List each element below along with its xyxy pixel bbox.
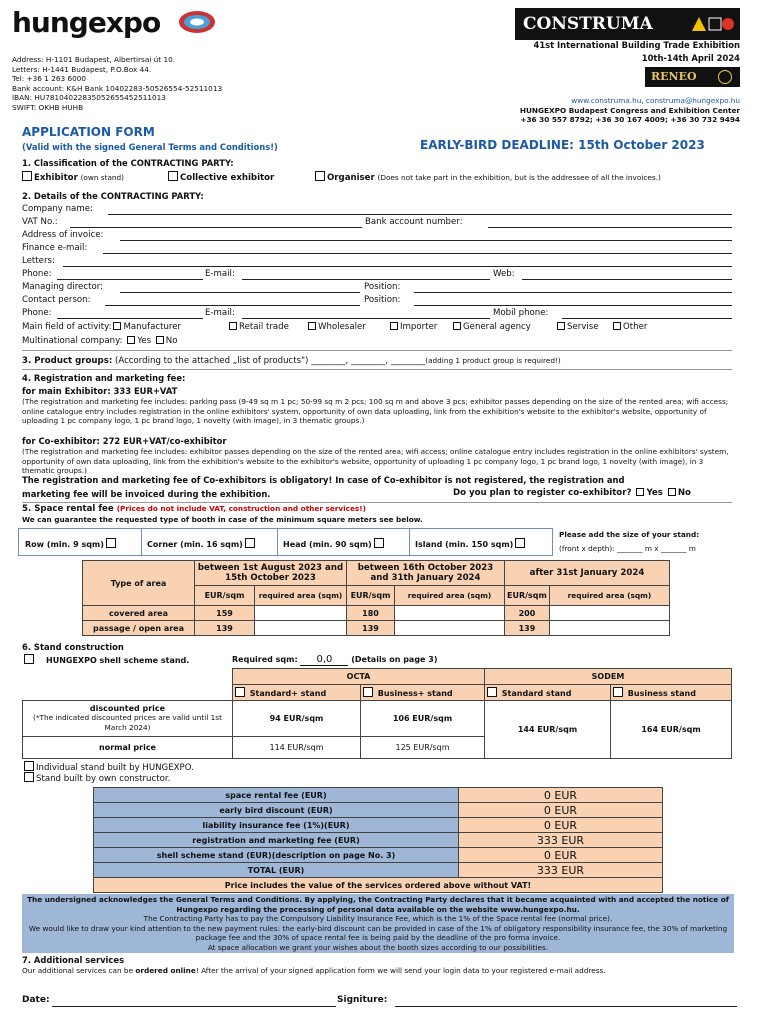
row-option[interactable]	[25, 538, 118, 549]
organiser-checkbox[interactable]	[315, 171, 325, 181]
email-field[interactable]	[242, 279, 490, 280]
covered-price-2: 180	[347, 606, 395, 621]
letters-line: Letters: H-1441 Budapest, P.O.Box 44.	[12, 64, 152, 74]
manufacturer-checkbox[interactable]	[113, 322, 121, 330]
head-label: Head (min. 90 sqm)	[283, 540, 372, 549]
email-label-2: E-mail:	[205, 308, 235, 318]
standard-checkbox[interactable]	[487, 687, 497, 697]
business-plus-option[interactable]	[361, 685, 485, 701]
reneo-text: RENEO	[651, 70, 697, 83]
swift-line: SWIFT: OKHB HUHB	[12, 102, 84, 112]
ack-paragraph-1: The undersigned acknowledges the General Terms and Conditions. By applying, the Contracting Party declares that it became acquainted with and accepted the notice of Hungexpo regarding the processing of personal data available on the website www.hungexpo.hu.	[27, 895, 729, 914]
normal-price-label: normal price	[23, 737, 233, 759]
tel-line: Tel: +36 1 263 6000	[12, 74, 87, 84]
shell-scheme-label: HUNGEXPO shell scheme stand.	[46, 656, 190, 665]
summary-value: 0 EUR	[459, 818, 663, 833]
co-exhibitor-no-checkbox[interactable]	[668, 488, 676, 496]
section-divider-3	[22, 502, 732, 503]
island-checkbox[interactable]	[515, 538, 525, 548]
construma-title: CONSTRUMA	[523, 14, 653, 34]
open-area-input-3[interactable]	[549, 621, 669, 636]
additional-text-a: Our additional services can be	[22, 966, 136, 975]
reneo-logo	[645, 67, 740, 87]
website-link[interactable]: www.construma.hu	[571, 96, 642, 105]
summary-label: liability insurance fee (1%)(EUR)	[94, 818, 459, 833]
own-constructor-checkbox[interactable]	[24, 772, 34, 782]
other-checkbox[interactable]	[613, 322, 621, 330]
phone-label-2: Phone:	[22, 308, 52, 318]
standard-label: Standard stand	[501, 689, 572, 698]
standard-option[interactable]	[485, 685, 611, 701]
phone-field-2[interactable]	[57, 318, 203, 319]
required-sqm-label: Required sqm:	[232, 655, 298, 664]
discounted-price-cell	[23, 701, 233, 737]
own-constructor-row	[24, 772, 170, 785]
letters-field[interactable]	[63, 266, 732, 267]
activity-label: Main field of activity:	[22, 322, 112, 332]
section-6-title: 6. Stand construction	[22, 642, 124, 652]
globe-icon	[718, 70, 732, 84]
bank-account-field[interactable]	[488, 227, 732, 228]
finance-email-label: Finance e-mail:	[22, 243, 88, 253]
mobil-phone-field[interactable]	[562, 318, 732, 319]
section-1-title: 1. Classification of the CONTRACTING PARTY:	[22, 158, 234, 168]
req-area-header-2: required area (sqm)	[395, 586, 505, 606]
open-area-input-1[interactable]	[255, 621, 347, 636]
wholesaler-checkbox[interactable]	[308, 322, 316, 330]
acknowledgement-box	[22, 894, 734, 953]
email-link[interactable]: construma@hungexpo.hu	[646, 96, 740, 105]
company-name-label: Company name:	[22, 204, 93, 214]
period-2-header: between 16th October 2023 and 31th January 2024	[347, 561, 505, 586]
ack-paragraph-4: At space allocation we grant your wishes about the booth sizes according to our possibilities.	[207, 942, 549, 952]
stand-size-field[interactable]: (front x depth): _______ m x _______ m	[559, 544, 696, 553]
activity-row	[22, 322, 181, 332]
own-constructor-label: Stand built by own constructor.	[36, 774, 171, 784]
eur-sqm-header-3: EUR/sqm	[505, 586, 550, 606]
standard-plus-checkbox[interactable]	[235, 687, 245, 697]
total-value: 333 EUR	[459, 863, 663, 878]
section-divider	[22, 350, 732, 351]
open-area-input-2[interactable]	[395, 621, 505, 636]
individual-stand-checkbox[interactable]	[24, 761, 34, 771]
row-label: Row (min. 9 sqm)	[25, 540, 104, 549]
center-name: HUNGEXPO Budapest Congress and Exhibition Center	[519, 105, 740, 115]
wholesaler-label: Wholesaler	[318, 322, 366, 332]
section-5-note: (Prices do not include VAT, construction and other services!)	[116, 504, 366, 513]
discount-note: (*The indicated discounted prices are valid until 1st March 2024)	[33, 713, 222, 732]
covered-price-1: 159	[195, 606, 255, 621]
contact-person-label: Contact person:	[22, 295, 91, 305]
product-group-fields[interactable]: ________, ________, ________	[311, 356, 426, 366]
product-groups-row	[22, 356, 561, 366]
importer-checkbox[interactable]	[390, 322, 398, 330]
classification-options	[22, 171, 124, 183]
corner-checkbox[interactable]	[245, 538, 255, 548]
corner-option[interactable]	[147, 538, 257, 549]
summary-label: registration and marketing fee (EUR)	[94, 833, 459, 848]
brand-shapes-icon	[690, 16, 734, 32]
manufacturer-label: Manufacturer	[123, 322, 182, 332]
hungexpo-logo-text: hungexpo	[12, 6, 161, 39]
address-line: Address: H-1101 Budapest, Albertirsai út 10.	[12, 55, 176, 64]
summary-value: 0 EUR	[459, 803, 663, 818]
date-field[interactable]	[52, 1006, 336, 1007]
business-label: Business stand	[627, 689, 696, 698]
business-plus-label: Business+ stand	[377, 689, 453, 698]
logo-swirl-icon	[177, 8, 217, 36]
date-label: Date:	[22, 995, 50, 1005]
individual-stand-label: Individual stand built by HUNGEXPO.	[36, 763, 194, 773]
managing-director-label: Managing director:	[22, 282, 103, 292]
mobil-phone-label: Mobil phone:	[493, 308, 549, 318]
hungexpo-logo	[12, 6, 227, 46]
required-sqm-row	[232, 654, 438, 666]
eur-sqm-header-1: EUR/sqm	[195, 586, 255, 606]
summary-table	[93, 787, 663, 893]
email-label: E-mail:	[205, 269, 235, 279]
phone-field[interactable]	[57, 279, 203, 280]
phone-numbers: +36 30 557 8792; +36 30 167 4009; +36 30 732 9494	[520, 115, 740, 125]
managing-director-field[interactable]	[120, 292, 360, 293]
sodem-standard-price: 144 EUR/sqm	[485, 701, 611, 759]
multinational-yes-checkbox[interactable]	[127, 336, 135, 344]
covered-area-input-1[interactable]	[255, 606, 347, 621]
octa-business-discount: 106 EUR/sqm	[361, 701, 485, 737]
island-option[interactable]	[415, 538, 527, 549]
exhibition-name: 41st International Building Trade Exhibition	[533, 40, 740, 50]
business-option[interactable]	[611, 685, 732, 701]
letters-label: Letters:	[22, 256, 55, 266]
exhibitor-label: Exhibitor	[34, 173, 78, 183]
head-option[interactable]	[283, 538, 386, 549]
organiser-note: (Does not take part in the exhibition, but is the addressee of all the invoices.)	[377, 173, 661, 182]
shell-scheme-checkbox[interactable]	[24, 654, 34, 664]
covered-area-input-3[interactable]	[549, 606, 669, 621]
co-exhibitor-question-text: Do you plan to register co-exhibitor?	[453, 488, 632, 498]
section-divider-2	[22, 369, 732, 370]
invoice-address-field[interactable]	[120, 240, 732, 241]
co-exhibitor-question	[453, 488, 691, 498]
open-price-3: 139	[505, 621, 550, 636]
construma-banner	[515, 8, 740, 40]
open-price-1: 139	[195, 621, 255, 636]
open-area-label: passage / open area	[83, 621, 195, 636]
corner-label: Corner (min. 16 sqm)	[147, 540, 243, 549]
multinational-label: Multinational company:	[22, 336, 123, 346]
open-price-2: 139	[347, 621, 395, 636]
position-field[interactable]	[414, 292, 732, 293]
section-5-heading	[22, 504, 366, 514]
period-3-header: after 31st January 2024	[505, 561, 670, 586]
email-field-2[interactable]	[242, 318, 490, 319]
head-checkbox[interactable]	[374, 538, 384, 548]
business-plus-checkbox[interactable]	[363, 687, 373, 697]
company-name-field[interactable]	[108, 214, 732, 215]
obligatory-note-2: marketing fee will be invoiced during the exhibition.	[22, 489, 271, 499]
multinational-yes-label: Yes	[137, 336, 152, 346]
summary-value: 0 EUR	[459, 848, 663, 863]
main-exhibitor-fee: for main Exhibitor: 333 EUR+VAT	[22, 386, 178, 396]
co-exhibitor-no-label: No	[677, 488, 691, 498]
summary-label: early bird discount (EUR)	[94, 803, 459, 818]
sodem-header: SODEM	[485, 669, 732, 685]
exhibitor-note: (own stand)	[80, 173, 125, 182]
form-subtitle: (Valid with the signed General Terms and Conditions!)	[22, 142, 278, 152]
standard-plus-label: Standard+ stand	[249, 689, 327, 698]
total-label: TOTAL (EUR)	[94, 863, 459, 878]
multinational-no-label: No	[165, 336, 178, 346]
contact-block: www.construma.hu, construma@hungexpo.hu HUNGEXPO Budapest Congress and Exhibition Center +36 30 557 8792; +36 30 167 4009; +36 30 732 9494	[519, 96, 740, 125]
organiser-label: Organiser	[327, 173, 375, 183]
obligatory-note-1: The registration and marketing fee of Co-exhibitors is obligatory! In case of Co-exhibitor is not registered, the registration and	[22, 475, 625, 485]
summary-label: shell scheme stand (EUR)(description on page No. 3)	[94, 848, 459, 863]
required-sqm-value[interactable]: 0,0	[300, 654, 348, 666]
multinational-no-checkbox[interactable]	[156, 336, 164, 344]
summary-value: 0 EUR	[459, 788, 663, 803]
early-bird-deadline: EARLY-BIRD DEADLINE: 15th October 2023	[420, 138, 705, 152]
details-note: (Details on page 3)	[351, 655, 438, 664]
retail-checkbox[interactable]	[229, 322, 237, 330]
signiture-label: Signiture:	[337, 995, 388, 1005]
octa-standard-normal: 114 EUR/sqm	[233, 737, 361, 759]
covered-area-label: covered area	[83, 606, 195, 621]
section-3-title: 3. Product groups:	[22, 356, 113, 366]
bank-account-label: Bank account number:	[365, 217, 463, 227]
servise-checkbox[interactable]	[557, 322, 565, 330]
importer-label: Importer	[400, 322, 438, 332]
type-of-area-header: Type of area	[83, 561, 195, 606]
sodem-business-price: 164 EUR/sqm	[611, 701, 732, 759]
octa-standard-discount: 94 EUR/sqm	[233, 701, 361, 737]
position-field-2[interactable]	[414, 305, 732, 306]
booth-guarantee: We can guarantee the requested type of booth in case of the minimum square meters see below.	[22, 515, 423, 524]
web-label: Web:	[493, 269, 515, 279]
product-groups-text: (According to the attached „list of products")	[115, 356, 309, 366]
ack-paragraph-2: The Contracting Party has to pay the Compulsory Liability Insurance Fee, which is the 1% of the Space rental fee (normal price).	[143, 914, 613, 924]
web-field[interactable]	[522, 279, 732, 280]
island-label: Island (min. 150 sqm)	[415, 540, 514, 549]
section-2-title: 2. Details of the CONTRACTING PARTY:	[22, 191, 204, 201]
space-rental-price-table	[82, 560, 670, 636]
finance-email-field[interactable]	[103, 253, 732, 254]
shell-scheme-row	[24, 654, 189, 665]
other-label: Other	[623, 322, 648, 332]
business-checkbox[interactable]	[613, 687, 623, 697]
collective-label: Collective exhibitor	[180, 173, 275, 183]
section-5-title: 5. Space rental fee	[22, 504, 114, 514]
standard-plus-option[interactable]	[233, 685, 361, 701]
co-exhibitor-yes-checkbox[interactable]	[636, 488, 644, 496]
bank-line: Bank account: K&H Bank 10402283-50526554-52511013	[12, 83, 223, 93]
multinational-row	[22, 336, 177, 346]
discounted-price-label: discounted price	[89, 704, 166, 714]
covered-price-3: 200	[505, 606, 550, 621]
vat-note: Price includes the value of the services ordered above without VAT!	[94, 878, 663, 893]
co-exhibitor-fee: for Co-exhibitor: 272 EUR+VAT/co-exhibitor	[22, 436, 227, 446]
general-agency-checkbox[interactable]	[453, 322, 461, 330]
additional-text-c: ! After the arrival of your signed application form we will send your login data to your registered e-mail address.	[195, 966, 606, 975]
stand-construction-table	[22, 668, 732, 759]
position-label: Position:	[364, 282, 401, 292]
servise-label: Servise	[567, 322, 599, 332]
vat-field[interactable]	[70, 227, 362, 228]
main-exhibitor-description: (The registration and marketing fee includes: parking pass (9-49 sq m 1 pc; 50-99 sq m 2 pcs; 100 sq m and above 3 pcs; exhibitor passes depending on the size of the rented area; wifi access; online catalogue entry includes registration in the online exhibitors' system, opportunity of own data uploading, link from the exhibition's website to the exhibitor's website, opportunity of uploading 1 pc company logo, 1 pc brand logo, 1 novelty (with image), in 3 thematic groups.)	[22, 397, 729, 426]
vat-label: VAT No.:	[22, 217, 58, 227]
covered-area-input-2[interactable]	[395, 606, 505, 621]
collective-exhibitor-checkbox[interactable]	[168, 171, 178, 181]
booth-type-row	[18, 528, 553, 556]
contact-person-field[interactable]	[105, 305, 360, 306]
req-area-header-1: required area (sqm)	[255, 586, 347, 606]
summary-label: space rental fee (EUR)	[94, 788, 459, 803]
additional-services-text	[22, 966, 734, 976]
row-checkbox[interactable]	[106, 538, 116, 548]
section-7-title: 7. Additional services	[22, 955, 125, 965]
ordered-online-text: ordered online	[135, 966, 196, 975]
general-agency-label: General agency	[463, 322, 531, 332]
iban-line: IBAN: HU78104022835052655452511013	[12, 93, 166, 103]
form-title: APPLICATION FORM	[22, 125, 155, 139]
stand-size-label: Please add the size of your stand:	[559, 530, 700, 539]
invoice-address-label: Address of invoice:	[22, 230, 104, 240]
exhibition-dates: 10th-14th April 2024	[641, 53, 740, 63]
eur-sqm-header-2: EUR/sqm	[347, 586, 395, 606]
summary-value: 333 EUR	[459, 833, 663, 848]
section-4-title: 4. Registration and marketing fee:	[22, 373, 186, 383]
co-exhibitor-yes-label: Yes	[646, 488, 663, 498]
octa-business-normal: 125 EUR/sqm	[361, 737, 485, 759]
req-area-header-3: required area (sqm)	[549, 586, 669, 606]
octa-header: OCTA	[233, 669, 485, 685]
position-label-2: Position:	[364, 295, 401, 305]
phone-label: Phone:	[22, 269, 52, 279]
signiture-field[interactable]	[395, 1006, 737, 1007]
ack-paragraph-3: We would like to draw your kind attention to the new payment rules: the early-bird discount can be provided in case of the 1% of obligatory responsibility insurance fee, the 30% of marketing package fee and the 30% of space rental fee is being paid by the deadline of the pro forma invoice.	[28, 923, 728, 943]
co-exhibitor-description: (The registration and marketing fee includes: exhibitor passes depending on the size of the rented area; wifi access; online catalogue entry includes registration in the online exhibitors' system, opportunity of own data uploading, link from the exhibition's website to the exhibitor's website, opportunity of uploading 1 pc company logo, 1 pc brand logo, 1 novelty (with image), in 3 thematic groups.)	[22, 447, 729, 476]
company-address-block	[12, 55, 302, 113]
exhibitor-checkbox[interactable]	[22, 171, 32, 181]
product-groups-note: (adding 1 product group is required!)	[425, 356, 561, 365]
retail-label: Retail trade	[239, 322, 289, 332]
period-1-header: between 1st August 2023 and 15th October 2023	[195, 561, 347, 586]
